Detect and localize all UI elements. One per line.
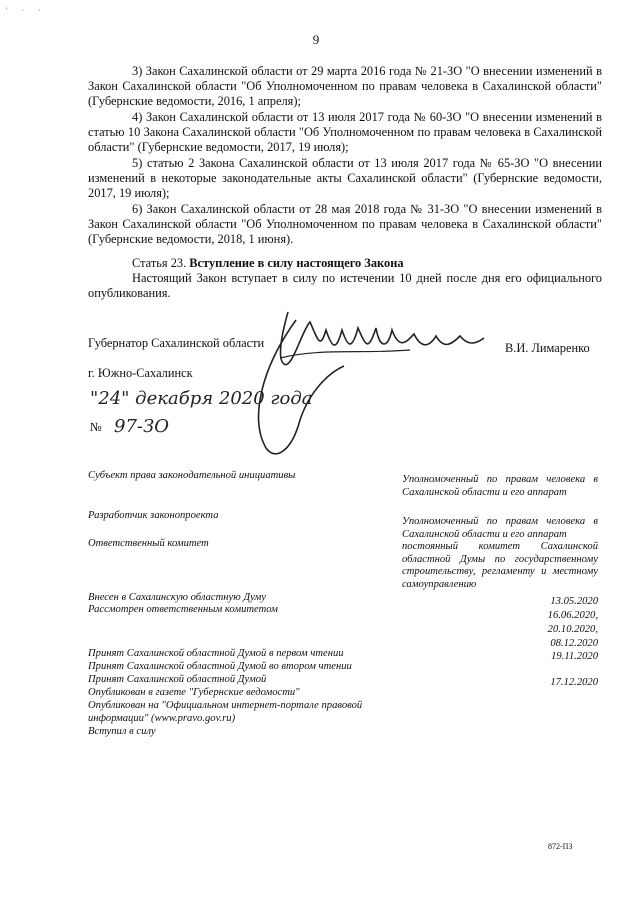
reviewed-date-1: 16.06.2020, (547, 610, 598, 621)
submitted-date: 13.05.2020 (550, 596, 598, 607)
committee-label: Ответственный комитет (88, 538, 209, 549)
governor-title: Губернатор Сахалинской области (88, 336, 265, 350)
governor-name: В.И. Лимаренко (505, 341, 590, 355)
developer-value: Уполномоченный по правам человека в Сахалинской области и его аппарат (402, 516, 598, 540)
reviewed-date-2: 20.10.2020, (547, 624, 598, 635)
article-prefix: Статья 23. (132, 256, 190, 270)
subject-label: Субъект права законодательной инициативы (88, 470, 296, 481)
list-item-4: 4) Закон Сахалинской области от 13 июля 2017 года № 60-ЗО "О внесении изменений в статью 10 Закона Сахалинской области "Об Уполномоченном по правам человека в Сахалинской области" (Губернские ведомости, 2017, 19 июля); (88, 110, 602, 155)
list-item-5: 5) статью 2 Закона Сахалинской области от 13 июля 2017 года № 65-ЗО "О внесении изменений в некоторые законодательные акты Сахалинской области" (Губернские ведомости, 2017, 19 июля); (88, 156, 602, 201)
published-portal-label: Опубликован на "Официальном интернет-портале правовой информации" (www.pravo.gov.ru) (88, 700, 363, 724)
article-heading (88, 256, 602, 271)
second-reading-label: Принят Сахалинской областной Думой во втором чтении (88, 661, 352, 672)
scan-marks: ' · · (6, 6, 47, 15)
footer-code: 872-ПЗ (548, 842, 573, 851)
subject-value: Уполномоченный по правам человека в Сахалинской области и его аппарат (402, 474, 598, 498)
article-text: Настоящий Закон вступает в силу по истечении 10 дней после дня его официального опубликования. (88, 271, 602, 301)
adopted-label: Принят Сахалинской областной Думой (88, 674, 267, 685)
reviewed-label: Рассмотрен ответственным комитетом (88, 604, 278, 615)
number-handwritten: 97-ЗО (114, 416, 169, 437)
governor-signature (240, 300, 500, 470)
date-handwritten: "24" декабря 2020 года (90, 388, 313, 409)
page-number: 9 (312, 32, 320, 47)
published-gazette-label: Опубликован в газете "Губернские ведомости" (88, 687, 300, 698)
list-item-6: 6) Закон Сахалинской области от 28 мая 2018 года № 31-ЗО "О внесении изменений в Закон Сахалинской области "Об Уполномоченном по правам человека в Сахалинской области" (Губернские ведомости, 2018, 1 июня). (88, 202, 602, 247)
committee-value: постоянный комитет Сахалинской областной Думы по государственному строительству, регламенту и местному самоуправлению (402, 541, 598, 590)
first-reading-label: Принят Сахалинской областной Думой в первом чтении (88, 648, 344, 659)
developer-label: Разработчик законопроекта (88, 510, 219, 521)
city: г. Южно-Сахалинск (88, 366, 193, 380)
adopted-date: 17.12.2020 (550, 677, 598, 688)
first-reading-date: 19.11.2020 (551, 651, 598, 662)
submitted-label: Внесен в Сахалинскую областную Думу (88, 592, 266, 603)
effective-label: Вступил в силу (88, 726, 156, 737)
list-item-3: 3) Закон Сахалинской области от 29 марта 2016 года № 21-ЗО "О внесении изменений в Закон Сахалинской области "Об Уполномоченном по правам человека в Сахалинской области" (Губернские ведомости, 2016, 1 апреля); (88, 64, 602, 109)
article-title: Вступление в силу настоящего Закона (189, 256, 404, 270)
number-prefix: № (90, 420, 102, 434)
reviewed-date-3: 08.12.2020 (550, 638, 598, 649)
